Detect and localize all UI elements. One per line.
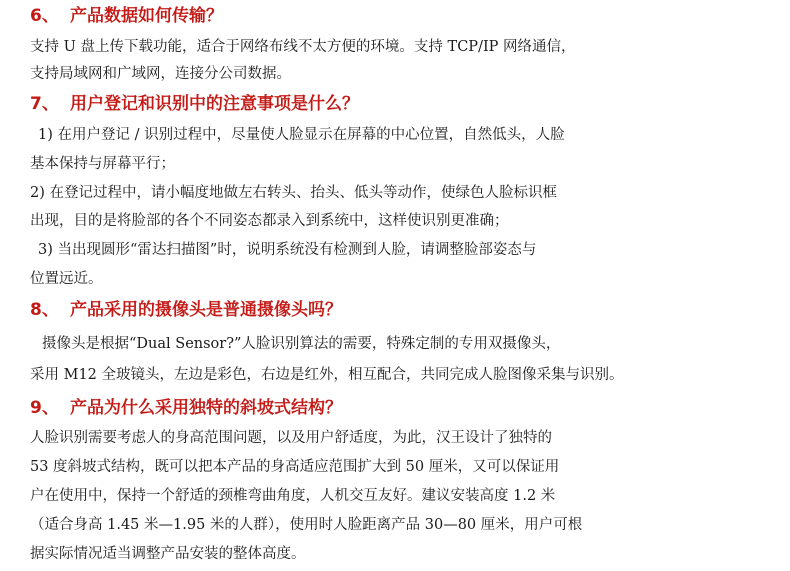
section-9-line-3: 户在使用中，保持一个舒适的颈椎弯曲角度，人机交互友好。建议安装高度 1.2 米 bbox=[30, 488, 556, 504]
section-9-line-1: 人脸识别需要考虑人的身高范围问题，以及用户舒适度，为此，汉王设计了独特的 bbox=[30, 430, 552, 446]
section-9-heading bbox=[30, 396, 342, 420]
section-7-line-5: 3) 当出现圆形“雷达扫描图”时，说明系统没有检测到人脸，请调整脸部姿态与 bbox=[38, 242, 537, 258]
section-8-line-2: 采用 M12 全玻镜头，左边是彩色，右边是红外，相互配合，共同完成人脸图像采集与识别。 bbox=[30, 367, 624, 383]
section-9-line-5: 据实际情况适当调整产品安装的整体高度。 bbox=[30, 546, 306, 562]
section-6-title: 产品数据如何传输？ bbox=[70, 6, 223, 26]
section-6-heading bbox=[30, 4, 223, 28]
section-8-heading bbox=[30, 298, 342, 322]
section-9-number: 9、 bbox=[30, 398, 59, 418]
section-9-line-2: 53 度斜坡式结构，既可以把本产品的身高适应范围扩大到 50 厘米，又可以保证用 bbox=[30, 459, 560, 475]
section-8-title: 产品采用的摄像头是普通摄像头吗？ bbox=[70, 300, 342, 320]
section-8-line-1: 摄像头是根据“Dual Sensor?”人脸识别算法的需要，特殊定制的专用双摄像头， bbox=[42, 336, 561, 352]
section-7-number: 7、 bbox=[30, 94, 59, 114]
section-6-number: 6、 bbox=[30, 6, 59, 26]
section-7-heading bbox=[30, 92, 359, 116]
section-9-line-4: （适合身高 1.45 米—1.95 米的人群），使用时人脸距离产品 30—80 厘米，用户可根 bbox=[30, 517, 583, 533]
section-7-line-4: 出现，目的是将脸部的各个不同姿态都录入到系统中，这样使识别更准确； bbox=[30, 213, 509, 229]
section-6-line-2: 支持局域网和广域网，连接分公司数据。 bbox=[30, 66, 291, 82]
section-9-title: 产品为什么采用独特的斜坡式结构？ bbox=[70, 398, 342, 418]
section-7-title: 用户登记和识别中的注意事项是什么？ bbox=[70, 94, 359, 114]
section-7-line-1: 1) 在用户登记 / 识别过程中，尽量使人脸显示在屏幕的中心位置，自然低头，人脸 bbox=[38, 127, 565, 143]
section-7-line-6: 位置远近。 bbox=[30, 271, 103, 287]
section-7-line-2: 基本保持与屏幕平行； bbox=[30, 156, 175, 172]
section-6-line-1: 支持 U 盘上传下载功能，适合于网络布线不太方便的环境。支持 TCP/IP 网络通信， bbox=[30, 39, 576, 55]
section-8-number: 8、 bbox=[30, 300, 59, 320]
section-7-line-3: 2) 在登记过程中，请小幅度地做左右转头、抬头、低头等动作，使绿色人脸标识框 bbox=[30, 185, 557, 201]
